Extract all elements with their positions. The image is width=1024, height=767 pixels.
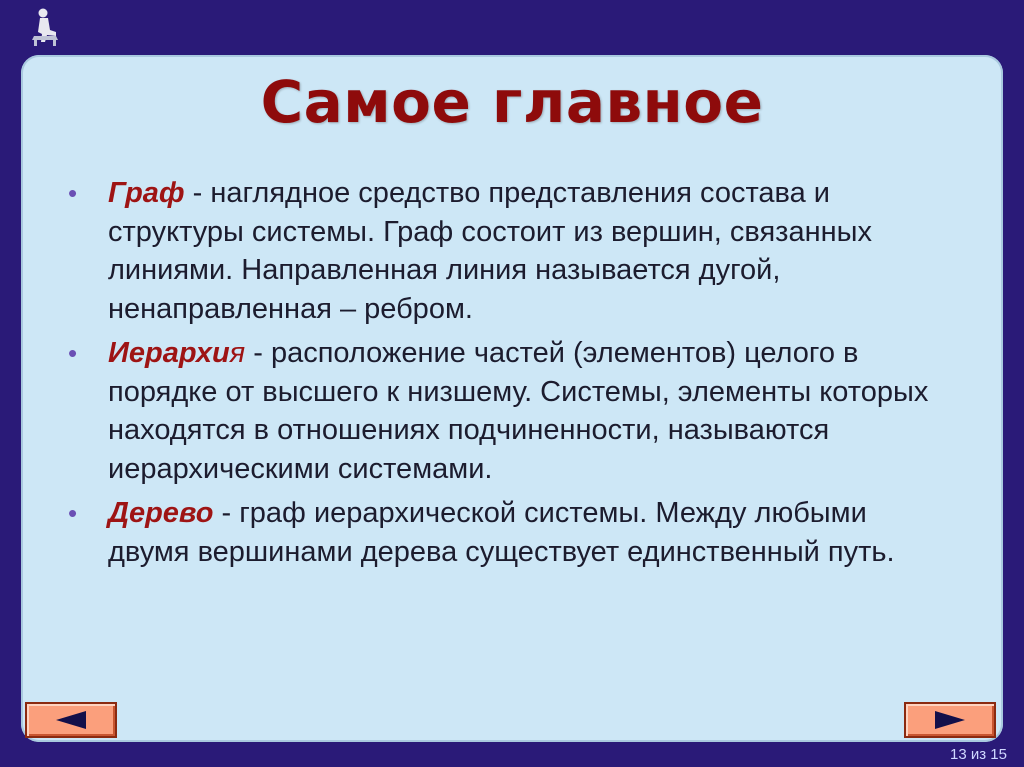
term-hierarchy-tail: я bbox=[229, 337, 246, 369]
next-slide-button[interactable] bbox=[904, 702, 996, 738]
slide-title: Самое главное bbox=[260, 68, 764, 136]
bullet-dot: • bbox=[68, 338, 78, 368]
previous-slide-button[interactable] bbox=[25, 702, 117, 738]
term-graph: Граф bbox=[108, 177, 185, 209]
presenter-logo-icon bbox=[26, 6, 64, 48]
bullet-item-hierarchy bbox=[68, 334, 948, 488]
bullet-dot: • bbox=[68, 178, 78, 208]
definition-tree: - граф иерархической системы. Между любыми двумя вершинами дерева существует единственный путь. bbox=[108, 497, 895, 568]
triangle-left-icon bbox=[54, 710, 88, 730]
triangle-right-icon bbox=[933, 710, 967, 730]
bullet-item-tree bbox=[68, 494, 948, 571]
definition-hierarchy: - расположение частей (элементов) целого в порядке от высшего к низшему. Системы, элементы которых находятся в отношениях подчиненности, называются иерархическими системами. bbox=[108, 337, 929, 485]
term-hierarchy: Иерархи bbox=[108, 337, 230, 369]
bullet-item-graph bbox=[68, 174, 948, 328]
bullet-dot: • bbox=[68, 498, 78, 528]
term-tree: Дерево bbox=[108, 497, 214, 529]
definition-graph: - наглядное средство представления состава и структуры системы. Граф состоит из вершин, связанных линиями. Направленная линия называется дугой, ненаправленная – ребром. bbox=[108, 177, 872, 325]
slide-counter: 13 из 15 bbox=[950, 746, 1007, 763]
bullet-list bbox=[68, 174, 948, 577]
